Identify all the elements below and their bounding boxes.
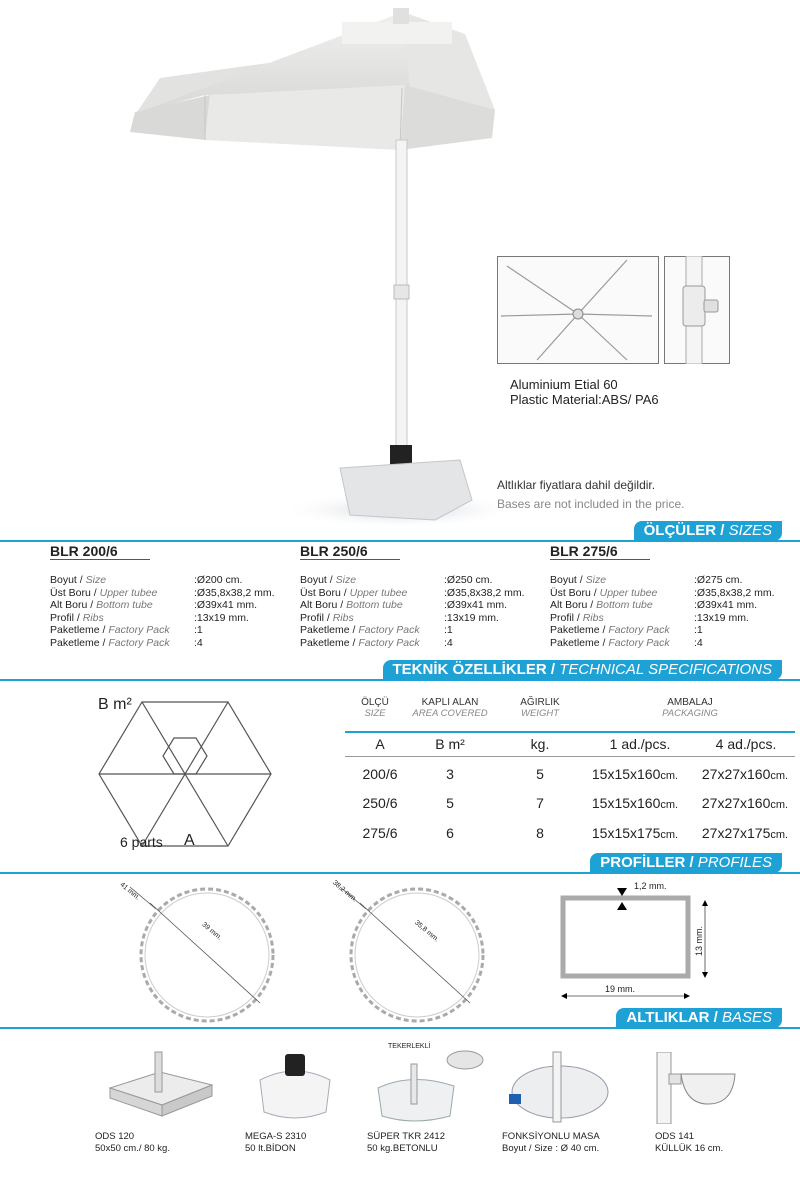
- spec-label-tr: Üst Boru /: [300, 586, 350, 599]
- base-function-table-image: [505, 1050, 615, 1128]
- spec-row: [300, 624, 540, 637]
- cell-pack-4-value: 27x27x160: [701, 766, 771, 782]
- spec-label-tr: Profil /: [300, 611, 333, 624]
- cm-unit: cm.: [770, 829, 789, 841]
- bottom-tube-outer-label: 41 mm.: [118, 881, 141, 902]
- spec-row: [50, 599, 290, 612]
- bases-banner-tr: ALTLIKLAR /: [626, 1009, 718, 1026]
- spec-label-en: Ribs: [82, 611, 104, 624]
- col-header-weight-en: WEIGHT: [521, 708, 559, 719]
- base-desc: 50 kg.BETONLU: [367, 1143, 438, 1154]
- cell-area: 5: [446, 795, 454, 811]
- cell-pack-4-value: 27x27x175: [701, 825, 771, 841]
- hexagon-parts-label: 6 parts: [120, 834, 163, 850]
- tech-banner-tr: TEKNİK ÖZELLİKLER /: [392, 661, 556, 678]
- base-caption: [655, 1131, 755, 1155]
- spec-label-tr: Alt Boru /: [300, 599, 347, 611]
- spec-label-en: Factory Pack: [608, 636, 670, 649]
- spec-value: :Ø39x41 mm.: [194, 599, 258, 611]
- spec-label-en: Bottom tube: [596, 599, 653, 611]
- spec-label-tr: Paketleme /: [550, 624, 609, 636]
- cell-pack-4: [690, 795, 800, 811]
- spec-value: :Ø35,8x38,2 mm.: [444, 586, 525, 599]
- cell-size: 250/6: [362, 795, 398, 811]
- spec-label-tr: Profil /: [550, 611, 583, 624]
- spec-row: [550, 624, 790, 637]
- spec-label-en: Bottom tube: [346, 599, 403, 611]
- profiles-banner: [590, 853, 782, 873]
- pole-joint-detail-image: [664, 256, 730, 364]
- spec-value: :1: [694, 624, 703, 636]
- cm-unit: cm.: [660, 799, 679, 811]
- spec-label-en: Upper tubee: [99, 586, 158, 599]
- spec-label-en: Bottom tube: [96, 599, 153, 611]
- spec-row: [50, 574, 290, 587]
- spec-row: [300, 637, 540, 650]
- col-header-packaging: [620, 697, 760, 719]
- base-caption: [95, 1131, 195, 1155]
- spec-label-en: Ribs: [332, 611, 354, 624]
- spec-label-en: Factory Pack: [608, 624, 670, 636]
- cell-pack-4: [690, 825, 800, 841]
- unit-pack-1: 1 ad./pcs.: [609, 736, 671, 752]
- cm-unit: cm.: [660, 770, 679, 782]
- col-header-weight-tr: AĞIRLIK: [520, 697, 560, 708]
- base-name: SÜPER TKR 2412: [367, 1131, 445, 1142]
- spec-value: :Ø200 cm.: [194, 574, 243, 586]
- cell-pack-1-value: 15x15x175: [591, 825, 661, 841]
- rib-height-label: 13 mm.: [694, 925, 705, 957]
- spec-value: :Ø39x41 mm.: [444, 599, 508, 611]
- spec-value: :Ø39x41 mm.: [694, 599, 758, 611]
- unit-weight: kg.: [530, 736, 550, 752]
- cell-size: 200/6: [362, 766, 398, 782]
- spec-row: [550, 587, 790, 600]
- upper-tube-outer-label: 38,2 mm.: [331, 879, 359, 904]
- spec-value: :1: [444, 624, 453, 636]
- spec-value: :13x19 mm.: [444, 611, 499, 624]
- material-line-2: Plastic Material:ABS/ PA6: [510, 392, 659, 407]
- bases-banner-en: BASES: [717, 1009, 772, 1026]
- spec-row: [50, 624, 290, 637]
- unit-area: B m²: [435, 736, 465, 752]
- cm-unit: cm.: [660, 829, 679, 841]
- col-header-area-en: AREA COVERED: [412, 708, 488, 719]
- base-name: MEGA-S 2310: [245, 1131, 307, 1142]
- col-header-size-en: SIZE: [364, 708, 386, 719]
- profiles-banner-en: PROFILES: [693, 854, 772, 871]
- base-desc: Boyut / Size : Ø 40 cm.: [502, 1143, 600, 1154]
- wheeled-label: TEKERLEKLİ: [388, 1043, 431, 1050]
- model-name: BLR 250/6: [300, 543, 400, 560]
- base-caption: [367, 1131, 477, 1155]
- rib-thickness-label: 1,2 mm.: [634, 881, 667, 891]
- spec-row: [300, 574, 540, 587]
- base-desc: 50 lt.BİDON: [245, 1143, 296, 1154]
- spec-label-tr: Paketleme /: [550, 636, 609, 649]
- spec-label-tr: Alt Boru /: [50, 599, 97, 611]
- col-header-area: [405, 697, 495, 719]
- rib-width-label: 19 mm.: [605, 984, 636, 994]
- tech-banner-en: TECHNICAL SPECIFICATIONS: [555, 661, 772, 678]
- model-name: BLR 200/6: [50, 543, 150, 560]
- model-name: BLR 275/6: [550, 543, 650, 560]
- base-ods-120-image: [100, 1050, 220, 1125]
- profiles-banner-tr: PROFİLLER /: [600, 854, 694, 871]
- spec-label-tr: Paketleme /: [300, 636, 359, 649]
- units-rule: [345, 756, 795, 757]
- spec-label-en: Upper tubee: [599, 586, 658, 599]
- spec-block-275: [550, 543, 790, 649]
- spec-value: :Ø35,8x38,2 mm.: [194, 586, 275, 599]
- material-spec: [510, 377, 659, 407]
- spec-label-en: Factory Pack: [108, 636, 170, 649]
- spec-label-tr: Boyut /: [50, 574, 86, 586]
- spec-row: [50, 612, 290, 625]
- base-caption: [245, 1131, 345, 1155]
- col-header-packaging-en: PACKAGING: [662, 708, 718, 719]
- base-desc: KÜLLÜK 16 cm.: [655, 1143, 724, 1154]
- base-mega-s-image: [250, 1050, 340, 1125]
- base-name: FONKSİYONLU MASA: [502, 1131, 600, 1142]
- spec-value: :4: [694, 636, 703, 649]
- spec-row: [50, 637, 290, 650]
- spec-label-tr: Boyut /: [300, 574, 336, 586]
- cell-pack-1-value: 15x15x160: [591, 795, 661, 811]
- upper-tube-inner-label: 35,8 mm.: [413, 919, 441, 944]
- base-name: ODS 120: [95, 1131, 135, 1142]
- spec-row: [50, 587, 290, 600]
- cm-unit: cm.: [770, 799, 789, 811]
- base-desc: 50x50 cm./ 80 kg.: [95, 1143, 170, 1154]
- spec-block-250: [300, 543, 540, 649]
- cell-weight: 5: [536, 766, 544, 782]
- unit-pack-4: 4 ad./pcs.: [715, 736, 777, 752]
- base-caption: [502, 1131, 632, 1155]
- spec-row: [300, 612, 540, 625]
- spec-label-en: Factory Pack: [358, 636, 420, 649]
- spec-row: [550, 574, 790, 587]
- spec-label-tr: Paketleme /: [50, 636, 109, 649]
- cell-weight: 7: [536, 795, 544, 811]
- cm-unit: cm.: [770, 770, 789, 782]
- spec-label-en: Ribs: [582, 611, 604, 624]
- material-line-1: Aluminium Etial 60: [510, 377, 618, 392]
- hexagon-side-label: A: [184, 832, 195, 849]
- spec-value: :13x19 mm.: [194, 611, 249, 624]
- cell-pack-1: [580, 825, 690, 841]
- hexagon-area-label: B m²: [98, 696, 132, 713]
- spec-value: :13x19 mm.: [694, 611, 749, 624]
- unit-size: A: [375, 736, 385, 752]
- cell-pack-1: [580, 795, 690, 811]
- cell-area: 6: [446, 825, 454, 841]
- bottom-tube-profile: [120, 875, 290, 1025]
- col-header-size: [345, 697, 405, 719]
- spec-label-en: Factory Pack: [108, 624, 170, 636]
- spec-row: [300, 599, 540, 612]
- spec-label-tr: Boyut /: [550, 574, 586, 586]
- spec-label-en: Upper tubee: [349, 586, 408, 599]
- spec-value: :Ø275 cm.: [694, 574, 743, 586]
- spec-value: :4: [444, 636, 453, 649]
- bases-note-tr: Altlıklar fiyatlara dahil değildir.: [497, 478, 656, 492]
- spec-label-tr: Profil /: [50, 611, 83, 624]
- spec-row: [550, 599, 790, 612]
- col-header-area-tr: KAPLI ALAN: [421, 697, 479, 708]
- cell-pack-1: [580, 766, 690, 782]
- col-header-size-tr: ÖLÇÜ: [361, 697, 389, 708]
- cell-pack-1-value: 15x15x160: [591, 766, 661, 782]
- spec-label-tr: Üst Boru /: [50, 586, 100, 599]
- col-header-weight: [508, 697, 572, 719]
- spec-label-en: Size: [585, 574, 607, 586]
- sizes-banner-en: SIZES: [724, 522, 772, 539]
- cell-pack-4: [690, 766, 800, 782]
- base-super-tkr-image: [370, 1050, 490, 1128]
- base-ods-141-image: [645, 1052, 745, 1124]
- col-header-packaging-tr: AMBALAJ: [667, 697, 713, 708]
- spec-value: :Ø35,8x38,2 mm.: [694, 586, 775, 599]
- spec-label-en: Size: [335, 574, 357, 586]
- spec-value: :4: [194, 636, 203, 649]
- bases-note-en: Bases are not included in the price.: [497, 497, 685, 511]
- tech-banner: [383, 660, 782, 680]
- spec-label-tr: Alt Boru /: [550, 599, 597, 611]
- bottom-tube-inner-label: 39 mm.: [200, 921, 223, 942]
- cell-area: 3: [446, 766, 454, 782]
- cell-pack-4-value: 27x27x160: [701, 795, 771, 811]
- base-name: ODS 141: [655, 1131, 695, 1142]
- spec-label-tr: Üst Boru /: [550, 586, 600, 599]
- spec-label-tr: Paketleme /: [50, 624, 109, 636]
- cell-weight: 8: [536, 825, 544, 841]
- bases-banner: [616, 1008, 782, 1028]
- spec-label-tr: Paketleme /: [300, 624, 359, 636]
- spec-row: [550, 612, 790, 625]
- table-header-rule: [345, 731, 795, 733]
- spec-value: :1: [194, 624, 203, 636]
- spec-row: [300, 587, 540, 600]
- sizes-banner-tr: ÖLÇÜLER /: [643, 522, 725, 539]
- spec-value: :Ø250 cm.: [444, 574, 493, 586]
- spec-label-en: Size: [85, 574, 107, 586]
- cell-size: 275/6: [362, 825, 398, 841]
- umbrella-illustration: [110, 0, 500, 530]
- sizes-banner: [634, 521, 782, 541]
- spec-label-en: Factory Pack: [358, 624, 420, 636]
- ribs-detail-image: [497, 256, 659, 364]
- spec-row: [550, 637, 790, 650]
- spec-block-200: [50, 543, 290, 649]
